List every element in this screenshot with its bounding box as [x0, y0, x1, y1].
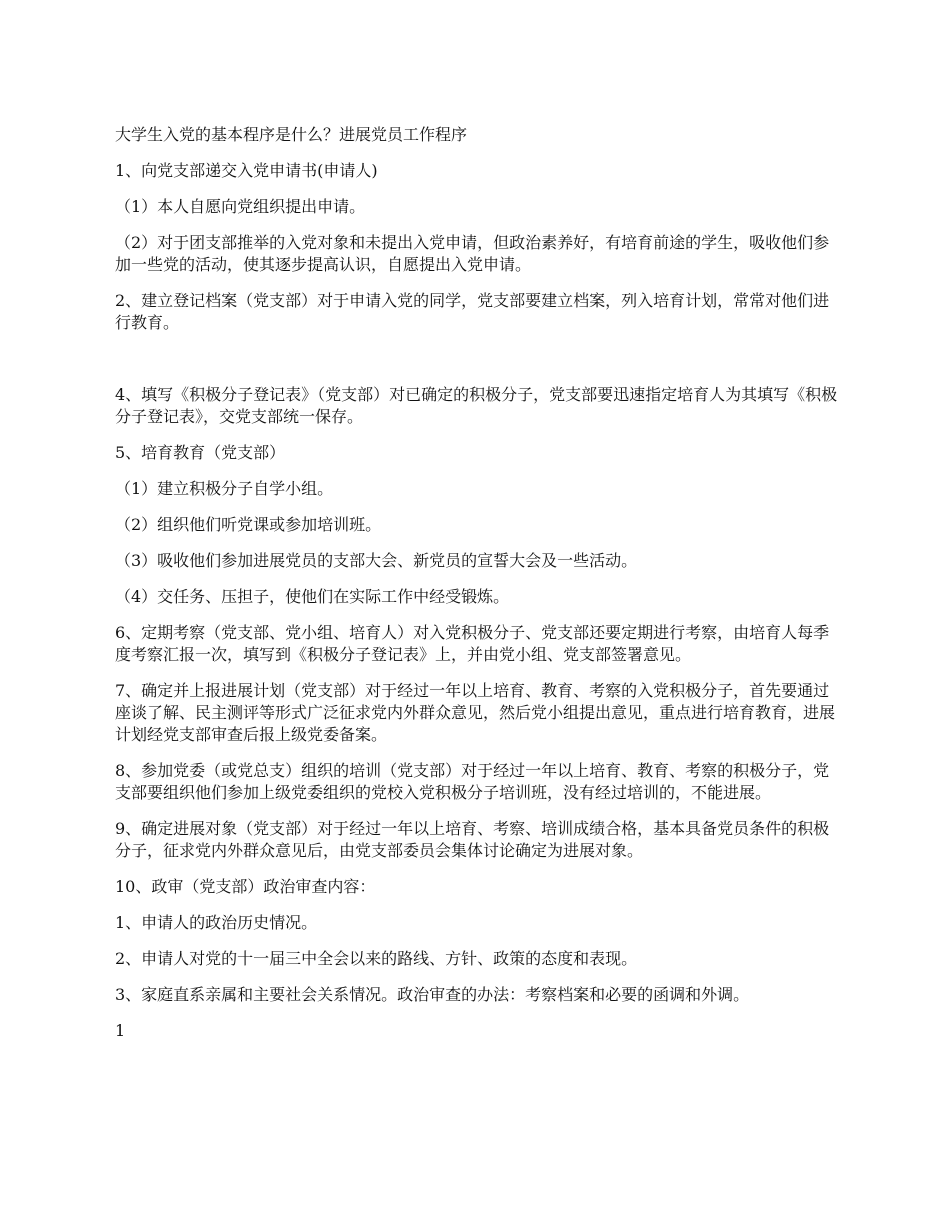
paragraph: （4）交任务、压担子，使他们在实际工作中经受锻炼。: [115, 587, 510, 606]
paragraph: （1）建立积极分子自学小组。: [115, 479, 334, 498]
paragraph: （3）吸收他们参加进展党员的支部大会、新党员的宣誓大会及一些活动。: [115, 551, 638, 570]
document-title: 大学生入党的基本程序是什么？进展党员工作程序: [115, 125, 468, 144]
paragraph: 3、家庭直系亲属和主要社会关系情况。政治审查的办法：考察档案和必要的函调和外调。: [115, 985, 750, 1004]
page-number: 1: [115, 1021, 126, 1040]
paragraph: （1）本人自愿向党组织提出申请。: [115, 197, 366, 216]
paragraph: 7、确定并上报进展计划（党支部）对于经过一年以上培育、教育、考察的入党积极分子，首先要通过座谈了解、民主测评等形式广泛征求党内外群众意见，然后党小组提出意见，重点进行培育教育，进展计划经党支部审查后报上级党委备案。: [115, 681, 836, 744]
paragraph: 1、申请人的政治历史情况。: [115, 913, 318, 932]
paragraph: 6、定期考察（党支部、党小组、培育人）对入党积极分子、党支部还要定期进行考察，由培育人每季度考察汇报一次，填写到《积极分子登记表》上，并由党小组、党支部签署意见。: [115, 623, 830, 664]
paragraph: 10、政审（党支部）政治审查内容：: [115, 877, 376, 896]
paragraph: 4、填写《积极分子登记表》（党支部）对已确定的积极分子，党支部要迅速指定培育人为其填写《积极分子登记表》，交党支部统一保存。: [115, 385, 838, 426]
paragraph: 5、培育教育（党支部）: [115, 443, 286, 462]
paragraph: 1、向党支部递交入党申请书(申请人): [115, 161, 378, 180]
paragraph: （2）组织他们听党课或参加培训班。: [115, 515, 382, 534]
paragraph: 9、确定进展对象（党支部）对于经过一年以上培育、考察、培训成绩合格，基本具备党员条件的积极分子，征求党内外群众意见后，由党支部委员会集体讨论确定为进展对象。: [115, 819, 830, 860]
paragraph: （2）对于团支部推举的入党对象和未提出入党申请，但政治素养好，有培育前途的学生，吸收他们参加一些党的活动，使其逐步提高认识，自愿提出入党申请。: [115, 233, 830, 274]
document-body: [115, 124, 843, 1056]
paragraph: 2、建立登记档案（党支部）对于申请入党的同学，党支部要建立档案，列入培育计划，常常对他们进行教育。: [115, 291, 830, 332]
paragraph: 2、申请人对党的十一届三中全会以来的路线、方针、政策的态度和表现。: [115, 949, 638, 968]
paragraph: 8、参加党委（或党总支）组织的培训（党支部）对于经过一年以上培育、教育、考察的积极分子，党支部要组织他们参加上级党委组织的党校入党积极分子培训班，没有经过培训的，不能进展。: [115, 761, 830, 802]
